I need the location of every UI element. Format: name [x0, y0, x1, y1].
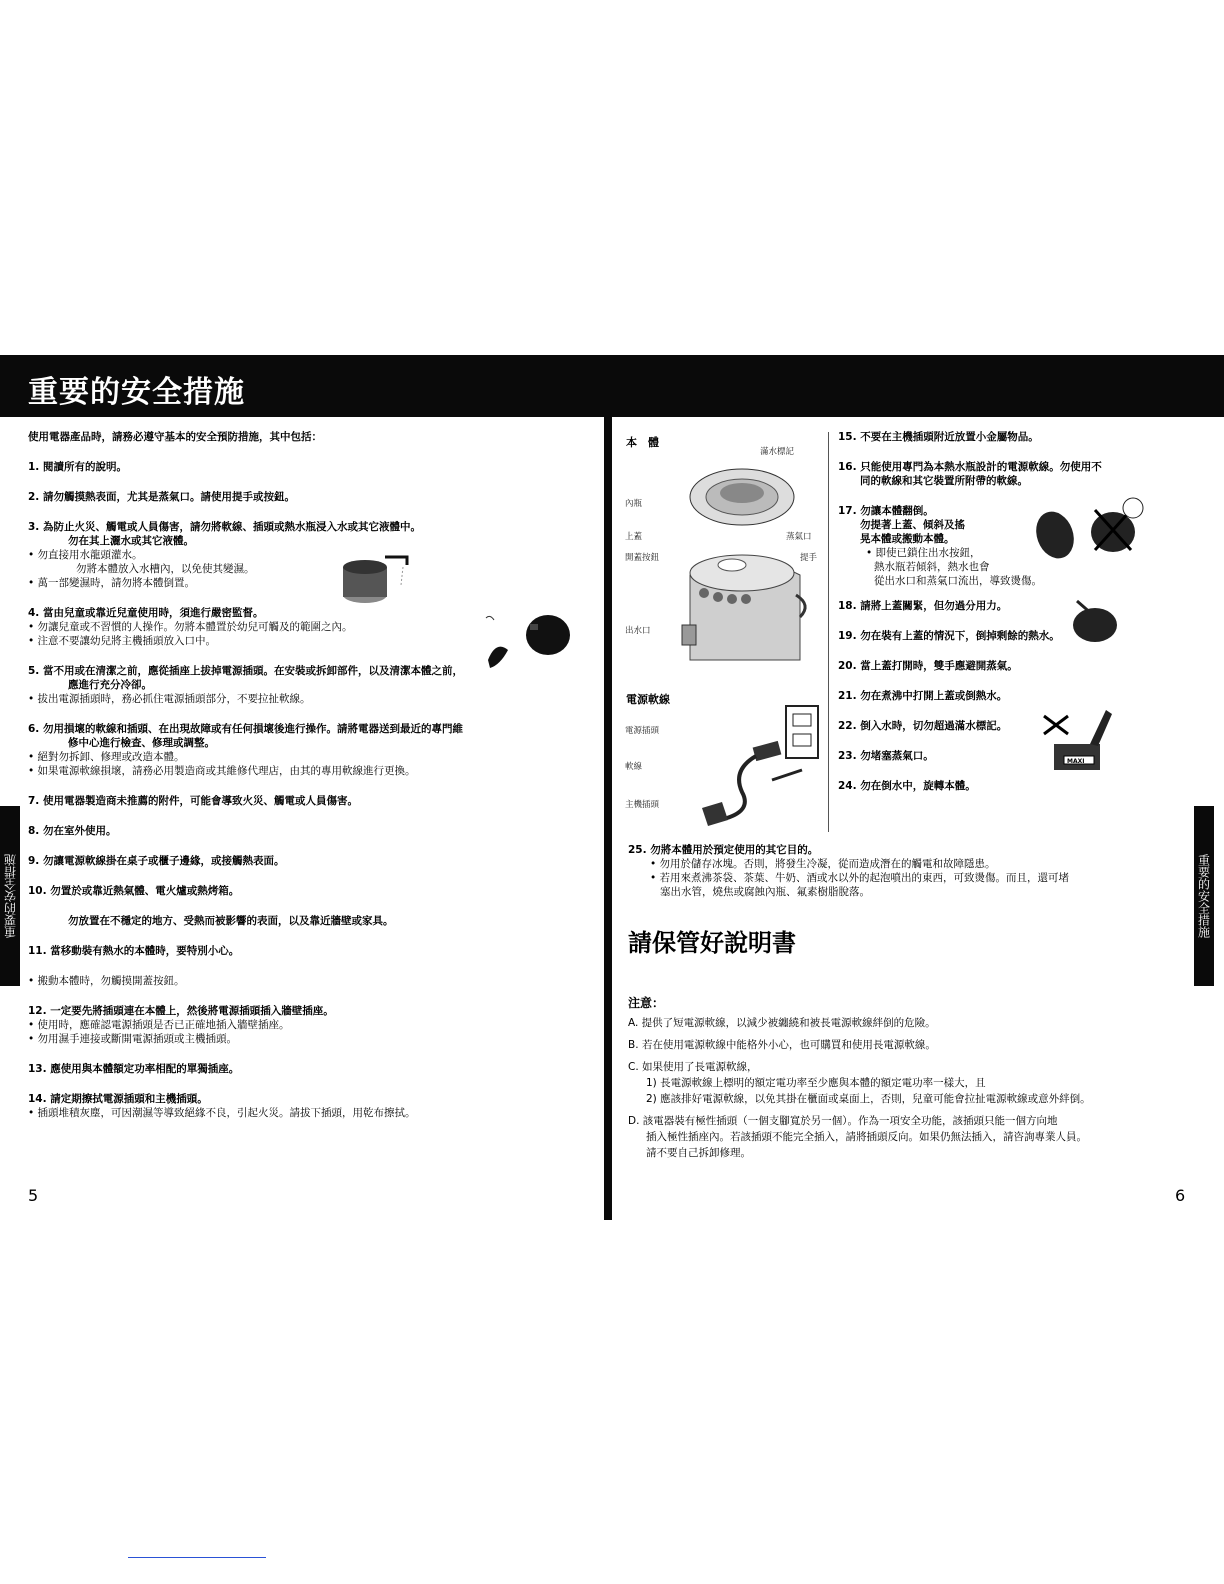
item-11: 11. 當移動裝有熱水的本體時，要特別小心。 — [28, 945, 240, 957]
cord-illustration — [672, 700, 822, 830]
label-full-mark: 滿水標記 — [760, 447, 795, 457]
item-7: 7. 使用電器製造商未推薦的附件，可能會導致火災、觸電或人員傷害。 — [28, 795, 358, 807]
item-6-sub: • 如果電源軟線損壞，請務必用製造商或其維修代理店，由其的專用軟線進行更換。 — [28, 765, 416, 777]
item-4-sub: • 勿讓兒童或不習慣的人操作。勿將本體置於幼兒可觸及的範圍之內。 — [28, 621, 353, 633]
label-inner-pot: 內瓶 — [625, 499, 643, 509]
label-lid-button: 開蓋按鈕 — [625, 553, 660, 563]
item-1: 1. 閱讀所有的說明。 — [28, 461, 127, 473]
item-25: 25. 勿將本體用於預定使用的其它目的。 — [628, 844, 819, 856]
item-9: 9. 勿讓電源軟線掛在桌子或櫃子邊緣，或接觸熱表面。 — [28, 855, 285, 867]
page-spine — [604, 370, 612, 1220]
note-line: 請不要自己拆卸修理。 — [646, 1147, 751, 1159]
note-line: D. 該電器裝有極性插頭（一個支腳寬於另一個）。作為一項安全功能，該插頭只能一個方向地 — [628, 1115, 1058, 1127]
item-14: 14. 請定期擦拭電源插頭和主機插頭。 — [28, 1093, 208, 1105]
item-10-cont: 勿放置在不穩定的地方、受熱而被影響的表面，以及靠近牆壁或家具。 — [68, 915, 394, 927]
page-number-left: 5 — [28, 1186, 39, 1205]
side-tab-left: 重要的安全措施 — [0, 806, 20, 986]
faucet-illustration — [325, 545, 415, 615]
notes-heading: 注意： — [628, 996, 665, 1010]
item-16-cont: 同的軟線和其它裝置所附帶的軟線。 — [860, 475, 1028, 487]
page-number-right: 6 — [1175, 1186, 1186, 1205]
item-14-sub: • 插頭堆積灰塵，可因潮濕等導致絕緣不良，引起火災。請拔下插頭，用乾布擦拭。 — [28, 1107, 416, 1119]
item-3-sub: • 萬一部變濕時，請勿將本體倒置。 — [28, 577, 196, 589]
item-23: 23. 勿堵塞蒸氣口。 — [838, 750, 934, 762]
header-banner — [0, 355, 1224, 417]
steam-warning-illustration — [1040, 706, 1115, 776]
label-power-plug: 電源插頭 — [625, 726, 660, 736]
label-steam-vent: 蒸氣口 — [786, 532, 812, 542]
left-page-text — [28, 430, 588, 1120]
item-21: 21. 勿在煮沸中打開上蓋或倒熱水。 — [838, 690, 1008, 702]
page-title: 重要的安全措施 — [28, 375, 245, 410]
side-tab-right: 重要的安全措施 — [1194, 806, 1214, 986]
item-6-cont: 修中心進行檢查、修理或調整。 — [68, 737, 215, 749]
item-5-sub: • 拔出電源插頭時，務必抓住電源插頭部分，不要拉扯軟線。 — [28, 693, 311, 705]
item-13: 13. 應使用與本體額定功率相配的單獨插座。 — [28, 1063, 240, 1075]
item-24: 24. 勿在倒水中，旋轉本體。 — [838, 780, 976, 792]
item-22: 22. 倒入水時，切勿超過滿水標記。 — [838, 720, 1008, 732]
intro-text: 使用電器產品時，請務必遵守基本的安全預防措施，其中包括： — [28, 431, 322, 443]
item-18: 18. 請將上蓋關緊，但勿過分用力。 — [838, 600, 1008, 612]
note-line: 插入極性插座內。若該插頭不能完全插入，請將插頭反向。如果仍無法插入，請咨詢專業人員。 — [646, 1131, 1087, 1143]
footer-rule — [128, 1557, 266, 1558]
label-spout: 出水口 — [625, 626, 651, 636]
item-25-sub: 塞出水管，燒焦或腐蝕內瓶、氟素樹脂脫落。 — [660, 886, 870, 898]
pot-illustration — [672, 445, 812, 670]
note-line: C. 如果使用了長電源軟線， — [628, 1061, 758, 1073]
tilt-warning-illustration — [1025, 490, 1145, 565]
item-3: 3. 為防止火災、觸電或人員傷害，請勿將軟線、插頭或熱水瓶浸入水或其它液體中。 — [28, 521, 421, 533]
item-11-sub: • 搬動本體時，勿觸摸開蓋按鈕。 — [28, 975, 185, 987]
label-lid: 上蓋 — [625, 532, 643, 542]
item-3-sub: 勿將本體放入水槽內，以免使其變濕。 — [76, 563, 255, 575]
item-17-line: 晃本體或搬動本體。 — [860, 533, 955, 545]
diagram-title-cord: 電源軟線 — [626, 693, 670, 706]
label-handle: 提手 — [800, 553, 818, 563]
keep-manual-title: 請保管好說明書 — [628, 929, 796, 957]
item-17-sub: • 即使已鎖住出水按鈕， — [866, 547, 981, 559]
item-25-sub: • 若用來煮沸茶袋、茶葉、牛奶、酒或水以外的起泡噴出的東西，可致燙傷。而且，還可堵 — [650, 872, 1070, 884]
item-19: 19. 勿在裝有上蓋的情況下，倒掉剩餘的熱水。 — [838, 630, 1060, 642]
item-17-line: 勿提著上蓋、傾斜及搖 — [860, 519, 965, 531]
item-17-sub: 熱水瓶若傾斜，熱水也會 — [874, 561, 990, 573]
maxi-label: MAXI — [1067, 758, 1085, 765]
item-2: 2. 請勿觸摸熱表面，尤其是蒸氣口。請使用提手或按鈕。 — [28, 491, 295, 503]
right-column-text — [838, 430, 1178, 793]
item-6: 6. 勿用損壞的軟線和插頭、在出現故障或有任何損壞後進行操作。請將電器送到最近的專門維 — [28, 723, 463, 735]
item-4: 4. 當由兒童或靠近兒童使用時，須進行嚴密監督。 — [28, 607, 264, 619]
column-divider — [828, 432, 829, 832]
child-pot-illustration — [478, 610, 573, 680]
item-4-sub: • 注意不要讓幼兒將主機插頭放入口中。 — [28, 635, 217, 647]
item-10: 10. 勿置於或靠近熱氣體、電火爐或熱烤箱。 — [28, 885, 240, 897]
item-6-sub: • 絕對勿拆卸、修理或改造本體。 — [28, 751, 185, 763]
item-20: 20. 當上蓋打開時，雙手應避開蒸氣。 — [838, 660, 1018, 672]
item-12-sub: • 勿用濕手連接或斷開電源插頭或主機插頭。 — [28, 1033, 238, 1045]
item-16: 16. 只能使用專門為本熱水瓶設計的電源軟線。勿使用不 — [838, 461, 1102, 473]
note-line: B. 若在使用電源軟線中能格外小心，也可購買和使用長電源軟線。 — [628, 1039, 936, 1051]
item-17: 17. 勿讓本體翻倒。 — [838, 505, 934, 517]
item-25-block — [628, 843, 1168, 899]
label-cord: 軟線 — [625, 762, 643, 772]
item-3-sub: • 勿直接用水龍頭灌水。 — [28, 549, 143, 561]
item-3-cont: 勿在其上灑水或其它液體。 — [68, 535, 194, 547]
note-line: A. 提供了短電源軟線，以減少被纏繞和被長電源軟線絆倒的危險。 — [628, 1017, 936, 1029]
diagram-title-body: 本 體 — [626, 436, 659, 449]
label-main-plug: 主機插頭 — [625, 800, 660, 810]
item-5-cont: 應進行充分冷卻。 — [68, 679, 152, 691]
item-12: 12. 一定要先將插頭連在本體上，然後將電源插頭插入牆壁插座。 — [28, 1005, 334, 1017]
note-line: 1) 長電源軟線上標明的額定電功率至少應與本體的額定電功率一樣大，且 — [646, 1077, 986, 1089]
item-12-sub: • 使用時，應確認電源插頭是否已正確地插入牆壁插座。 — [28, 1019, 290, 1031]
lid-close-illustration — [1065, 595, 1125, 645]
item-5: 5. 當不用或在清潔之前，應從插座上拔掉電源插頭。在安裝或拆卸部件，以及清潔本體之前， — [28, 665, 463, 677]
item-15: 15. 不要在主機插頭附近放置小金屬物品。 — [838, 431, 1039, 443]
item-17-sub: 從出水口和蒸氣口流出，導致燙傷。 — [874, 575, 1042, 587]
item-25-sub: • 勿用於儲存冰塊。否則，將發生冷凝，從而造成潛在的觸電和故障隱患。 — [650, 858, 996, 870]
item-8: 8. 勿在室外使用。 — [28, 825, 117, 837]
note-line: 2) 應該排好電源軟線，以免其掛在櫃面或桌面上，否則，兒童可能會拉扯電源軟線或意外絆倒。 — [646, 1093, 1091, 1105]
notes-block — [628, 995, 1188, 1161]
